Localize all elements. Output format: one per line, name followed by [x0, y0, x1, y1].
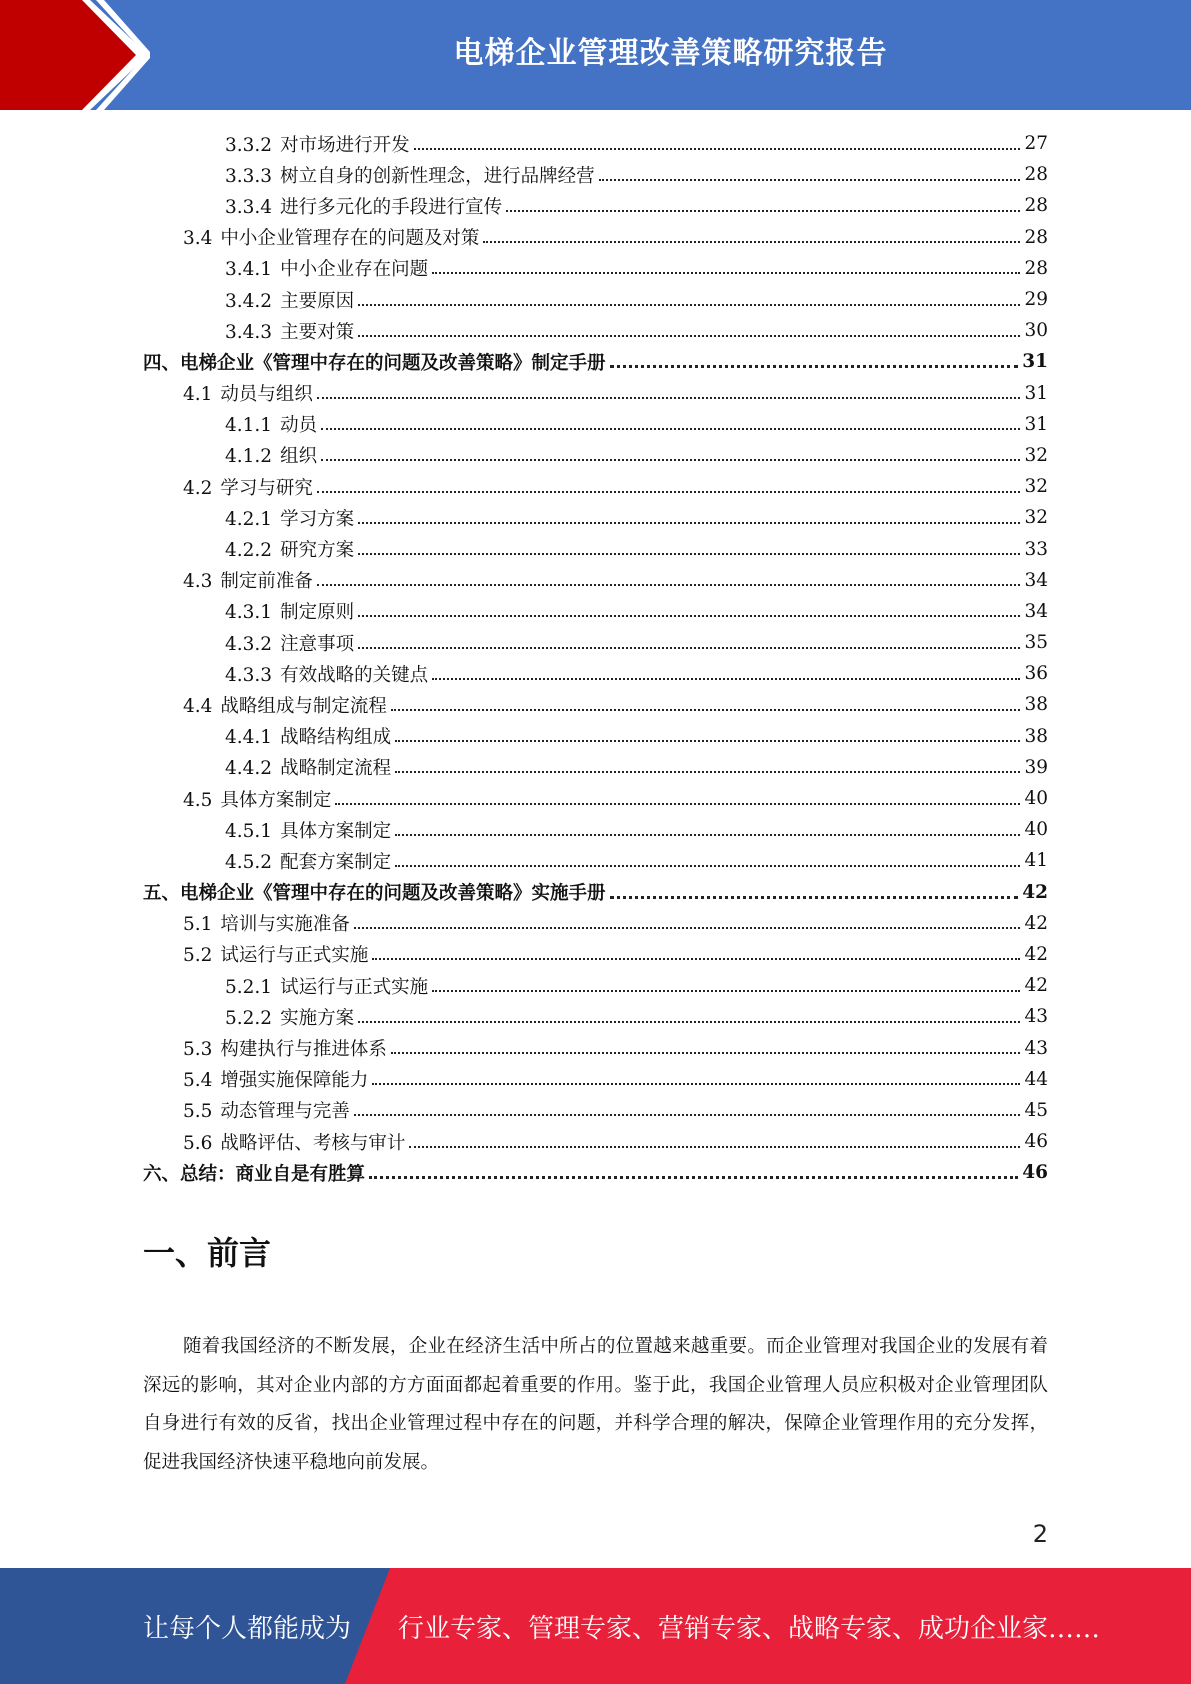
toc-entry[interactable] [143, 1157, 1048, 1188]
toc-leader-dots [506, 210, 1020, 212]
toc-leader-dots [395, 865, 1020, 867]
toc-entry-label: 学习方案 [280, 508, 355, 530]
toc-entry-page: 42 [1024, 943, 1048, 965]
toc-leader-dots [372, 1083, 1020, 1085]
toc-entry-title [225, 661, 430, 687]
toc-entry-title [225, 131, 412, 157]
toc-entry-title [143, 1160, 367, 1186]
toc-entry-title [225, 598, 356, 624]
toc-entry-number: 5.1 [183, 914, 213, 936]
toc-entry[interactable] [143, 1126, 1048, 1157]
toc-entry-number: 4.5 [183, 789, 213, 811]
toc-entry-label: 制定原则 [280, 602, 355, 624]
toc-leader-dots [610, 365, 1019, 368]
toc-entry[interactable] [143, 315, 1048, 346]
toc-leader-dots [610, 896, 1019, 899]
toc-entry-title [225, 442, 319, 468]
toc-entry[interactable] [143, 1032, 1048, 1063]
toc-entry-label: 注意事项 [280, 633, 355, 655]
toc-entry-page: 42 [1024, 912, 1048, 934]
toc-entry[interactable] [143, 565, 1048, 596]
toc-leader-dots [335, 803, 1020, 805]
toc-entry-number: 5.2.1 [225, 976, 273, 998]
toc-entry[interactable] [143, 471, 1048, 502]
toc-entry-number: 5.5 [183, 1101, 213, 1123]
toc-entry-label: 四、电梯企业《管理中存在的问题及改善策略》制定手册 [143, 352, 606, 374]
toc-entry-page: 31 [1022, 351, 1048, 373]
toc-entry-number: 3.4.3 [225, 321, 273, 343]
toc-leader-dots [358, 615, 1020, 617]
toc-entry-title [183, 692, 389, 718]
toc-entry-title [225, 1004, 356, 1030]
toc-entry-number: 3.3.2 [225, 134, 273, 156]
toc-entry-title [183, 224, 481, 250]
toc-entry-label: 学习与研究 [220, 477, 313, 499]
toc-entry-label: 进行多元化的手段进行宣传 [280, 196, 503, 218]
toc-entry-page: 46 [1024, 1131, 1048, 1153]
toc-entry-label: 试运行与正式实施 [220, 945, 369, 967]
toc-leader-dots [391, 1052, 1021, 1054]
toc-leader-dots [372, 958, 1020, 960]
toc-entry[interactable] [143, 409, 1048, 440]
toc-entry-page: 31 [1024, 413, 1048, 435]
toc-entry-title [225, 536, 356, 562]
toc-entry-title [183, 1035, 389, 1061]
toc-entry-label: 研究方案 [280, 540, 355, 562]
toc-entry[interactable] [143, 970, 1048, 1001]
toc-entry-number: 5.2.2 [225, 1007, 273, 1029]
toc-entry-label: 六、总结：商业自是有胜算 [143, 1163, 366, 1185]
toc-entry-label: 中小企业管理存在的问题及对策 [220, 228, 480, 250]
toc-entry-label: 有效战略的关键点 [280, 664, 429, 686]
toc-entry-title [183, 910, 352, 936]
toc-leader-dots [358, 304, 1020, 306]
toc-entry-title [183, 1066, 370, 1092]
toc-entry-label: 五、电梯企业《管理中存在的问题及改善策略》实施手册 [143, 883, 606, 905]
toc-leader-dots [599, 179, 1021, 181]
toc-entry[interactable] [143, 939, 1048, 970]
toc-entry-number: 3.3.3 [225, 165, 273, 187]
toc-entry-label: 中小企业存在问题 [280, 259, 429, 281]
toc-entry[interactable] [143, 533, 1048, 564]
toc-entry-page: 41 [1024, 850, 1048, 872]
toc-entry[interactable] [143, 284, 1048, 315]
toc-entry-number: 4.4 [183, 695, 213, 717]
toc-entry-number: 4.1 [183, 384, 213, 406]
toc-entry-number: 5.6 [183, 1132, 213, 1154]
toc-leader-dots [395, 834, 1020, 836]
toc-entry-page: 46 [1022, 1162, 1048, 1184]
toc-entry-page: 30 [1024, 320, 1048, 342]
toc-entry-label: 试运行与正式实施 [280, 976, 429, 998]
toc-entry-label: 动态管理与完善 [220, 1101, 350, 1123]
page-number: 2 [1032, 1520, 1048, 1548]
toc-entry-page: 40 [1024, 788, 1048, 810]
toc-entry-number: 4.3.1 [225, 602, 273, 624]
toc-entry-page: 38 [1024, 725, 1048, 747]
toc-leader-dots [321, 459, 1020, 461]
toc-entry-number: 3.4 [183, 228, 213, 250]
toc-entry-label: 战略制定流程 [280, 758, 392, 780]
toc-entry-page: 39 [1024, 756, 1048, 778]
toc-entry[interactable] [143, 440, 1048, 471]
toc-entry[interactable] [143, 783, 1048, 814]
toc-entry[interactable] [143, 908, 1048, 939]
toc-entry-page: 40 [1024, 819, 1048, 841]
toc-entry-title [183, 1097, 352, 1123]
toc-entry-number: 3.3.4 [225, 196, 273, 218]
toc-entry-number: 3.4.1 [225, 259, 273, 281]
toc-entry[interactable] [143, 752, 1048, 783]
toc-entry-page: 28 [1024, 164, 1048, 186]
toc-entry-title [225, 318, 356, 344]
toc-entry-number: 3.4.2 [225, 290, 273, 312]
toc-entry-title [225, 255, 430, 281]
toc-entry-number: 5.4 [183, 1070, 213, 1092]
toc-entry-page: 33 [1024, 538, 1048, 560]
toc-leader-dots [414, 148, 1021, 150]
toc-leader-dots [432, 272, 1020, 274]
toc-entry-number: 5.2 [183, 945, 213, 967]
toc-entry[interactable] [143, 721, 1048, 752]
toc-entry-label: 对市场进行开发 [280, 134, 410, 156]
toc-entry[interactable] [143, 877, 1048, 908]
toc-entry-page: 43 [1024, 1037, 1048, 1059]
toc-entry-number: 4.5.2 [225, 851, 273, 873]
toc-leader-dots [317, 491, 1021, 493]
toc-entry-label: 增强实施保障能力 [220, 1070, 369, 1092]
toc-entry-number: 4.3.2 [225, 633, 273, 655]
footer-slogan-right: 行业专家、管理专家、营销专家、战略专家、成功企业家…… [398, 1613, 1101, 1644]
toc-entry-page: 43 [1024, 1006, 1048, 1028]
body-paragraph: 随着我国经济的不断发展，企业在经济生活中所占的位置越来越重要。而企业管理对我国企业的发展有着深远的影响，其对企业内部的方方面面都起着重要的作用。鉴于此，我国企业管理人员应积极对企业管理团队自身进行有效的反省，找出企业管理过程中存在的问题，并科学合理的解决，保障企业管理作用的充分发挥，促进我国经济快速平稳地向前发展。 [143, 1336, 1048, 1473]
toc-entry-page: 28 [1024, 257, 1048, 279]
toc-entry-page: 32 [1024, 507, 1048, 529]
toc-entry-label: 培训与实施准备 [220, 914, 350, 936]
toc-entry-page: 27 [1024, 133, 1048, 155]
toc-entry[interactable] [143, 346, 1048, 377]
toc-entry-title [183, 474, 315, 500]
toc-leader-dots [321, 428, 1020, 430]
toc-entry[interactable] [143, 627, 1048, 658]
header-red-chevron [0, 0, 150, 110]
toc-entry-title [143, 879, 608, 905]
toc-entry[interactable] [143, 658, 1048, 689]
toc-entry[interactable] [143, 1095, 1048, 1126]
toc-entry-label: 战略评估、考核与审计 [220, 1132, 406, 1154]
page-header [0, 0, 1191, 110]
toc-leader-dots [354, 1114, 1021, 1116]
toc-entry-title [183, 1129, 407, 1155]
toc-entry[interactable] [143, 159, 1048, 190]
toc-entry-label: 制定前准备 [220, 571, 313, 593]
toc-entry-page: 32 [1024, 476, 1048, 498]
page-footer [0, 1568, 1191, 1684]
toc-entry-title [225, 287, 356, 313]
toc-entry[interactable] [143, 845, 1048, 876]
toc-leader-dots [354, 927, 1021, 929]
toc-entry-title [183, 567, 315, 593]
toc-leader-dots [483, 241, 1020, 243]
toc-entry-page: 38 [1024, 694, 1048, 716]
toc-entry-label: 战略结构组成 [280, 727, 392, 749]
toc-entry-page: 35 [1024, 632, 1048, 654]
toc-entry-number: 4.5.1 [225, 820, 273, 842]
toc-entry-page: 28 [1024, 226, 1048, 248]
toc-leader-dots [395, 740, 1020, 742]
toc-entry-number: 4.2.2 [225, 540, 273, 562]
toc-entry-title [225, 973, 430, 999]
toc-entry-label: 主要原因 [280, 290, 355, 312]
toc-entry-number: 4.1.2 [225, 446, 273, 468]
toc-entry-page: 42 [1024, 975, 1048, 997]
toc-entry[interactable] [143, 689, 1048, 720]
toc-entry-title [225, 193, 504, 219]
toc-entry-title [183, 380, 315, 406]
toc-entry-title [183, 941, 370, 967]
footer-slogan-left: 让每个人都能成为 [143, 1613, 352, 1644]
toc-entry-title [143, 349, 608, 375]
table-of-contents [143, 128, 1048, 1188]
toc-entry-label: 动员 [280, 415, 318, 437]
section-heading: 一、前言 [143, 1234, 272, 1272]
toc-entry-label: 动员与组织 [220, 384, 313, 406]
toc-entry-number: 4.4.2 [225, 758, 273, 780]
toc-entry-title [183, 786, 333, 812]
toc-entry-title [225, 162, 597, 188]
toc-entry-number: 4.3.3 [225, 664, 273, 686]
toc-leader-dots [409, 1146, 1020, 1148]
toc-entry-page: 36 [1024, 663, 1048, 685]
toc-entry[interactable] [143, 128, 1048, 159]
toc-entry[interactable] [143, 502, 1048, 533]
toc-entry[interactable] [143, 1001, 1048, 1032]
toc-leader-dots [369, 1176, 1018, 1179]
toc-entry-label: 具体方案制定 [220, 789, 332, 811]
toc-entry-label: 实施方案 [280, 1007, 355, 1029]
toc-entry-label: 主要对策 [280, 321, 355, 343]
toc-entry-label: 具体方案制定 [280, 820, 392, 842]
toc-entry-label: 战略组成与制定流程 [220, 695, 387, 717]
toc-entry-page: 34 [1024, 569, 1048, 591]
toc-entry-label: 组织 [280, 446, 318, 468]
toc-entry[interactable] [143, 814, 1048, 845]
toc-leader-dots [358, 522, 1020, 524]
toc-leader-dots [358, 647, 1020, 649]
toc-leader-dots [358, 1021, 1020, 1023]
toc-entry[interactable] [143, 222, 1048, 253]
toc-entry[interactable] [143, 253, 1048, 284]
toc-entry-number: 4.4.1 [225, 727, 273, 749]
toc-entry-page: 32 [1024, 444, 1048, 466]
toc-entry-number: 4.2.1 [225, 508, 273, 530]
toc-leader-dots [317, 397, 1021, 399]
toc-leader-dots [358, 553, 1020, 555]
toc-entry-number: 4.2 [183, 477, 213, 499]
toc-entry-number: 5.3 [183, 1039, 213, 1061]
toc-entry-title [225, 848, 393, 874]
toc-entry-page: 34 [1024, 600, 1048, 622]
toc-entry[interactable] [143, 1064, 1048, 1095]
toc-entry-title [225, 754, 393, 780]
toc-entry-label: 树立自身的创新性理念，进行品牌经营 [280, 165, 595, 187]
toc-entry-number: 4.1.1 [225, 415, 273, 437]
toc-entry[interactable] [143, 190, 1048, 221]
toc-entry-title [225, 411, 319, 437]
toc-entry-page: 42 [1022, 881, 1048, 903]
toc-entry-page: 31 [1024, 382, 1048, 404]
toc-leader-dots [317, 584, 1021, 586]
toc-entry-page: 44 [1024, 1068, 1048, 1090]
toc-leader-dots [432, 678, 1020, 680]
toc-entry-label: 构建执行与推进体系 [220, 1039, 387, 1061]
toc-leader-dots [358, 335, 1020, 337]
toc-entry-page: 45 [1024, 1099, 1048, 1121]
header-title: 电梯企业管理改善策略研究报告 [453, 36, 888, 71]
toc-entry-page: 28 [1024, 195, 1048, 217]
toc-leader-dots [395, 771, 1020, 773]
toc-entry-title [225, 505, 356, 531]
toc-entry-title [225, 723, 393, 749]
toc-entry-title [225, 630, 356, 656]
toc-entry-number: 4.3 [183, 571, 213, 593]
toc-entry-page: 29 [1024, 289, 1048, 311]
toc-entry[interactable] [143, 596, 1048, 627]
toc-entry-label: 配套方案制定 [280, 851, 392, 873]
toc-entry[interactable] [143, 378, 1048, 409]
toc-entry-title [225, 817, 393, 843]
toc-leader-dots [432, 990, 1020, 992]
toc-leader-dots [391, 709, 1021, 711]
